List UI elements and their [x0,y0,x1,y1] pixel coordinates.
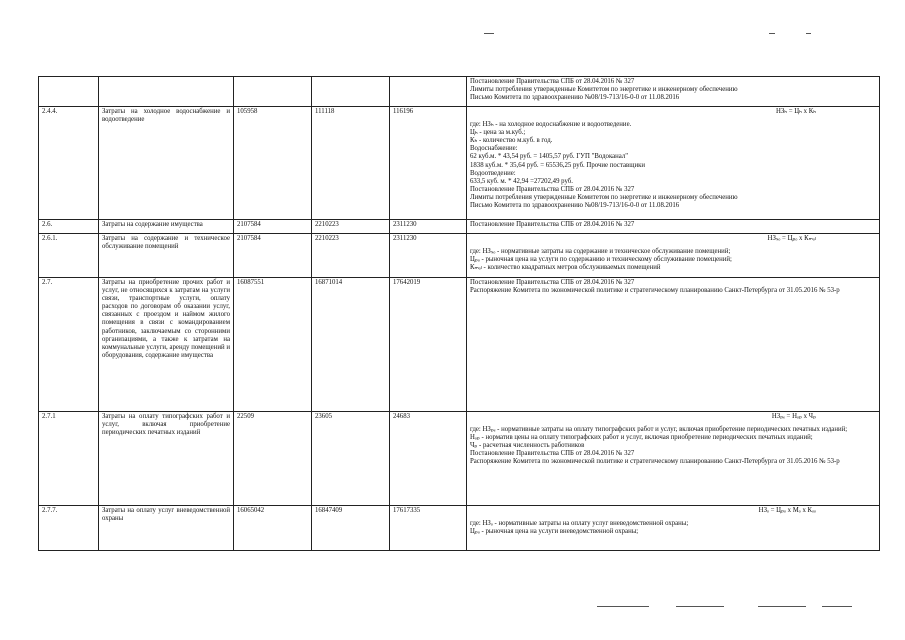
value-year-1-text: 2107584 [237,221,261,228]
calculation-notes [467,412,880,506]
value-year-1 [234,77,312,107]
value-year-3-text: 116196 [393,108,414,115]
row-number-text: 2.7.1 [42,413,56,420]
row-number-text: 2.4.4. [42,108,58,115]
calculation-notes [467,77,880,107]
row-number [39,278,99,412]
note-line: Цₚₒ - рыночная цена на услуги вневедомственной охраны; [470,528,639,536]
note-line: Водоснабжение: [470,145,518,153]
value-year-2 [312,506,390,551]
note-line: Постановление Правительства СПБ от 28.04.2016 № 327 [470,78,635,85]
value-year-2-text: 2210223 [315,235,339,242]
scan-mark-bottom-1 [597,606,649,607]
value-year-2 [312,234,390,278]
cost-item-name-text: Затраты на оплату услуг вневедомственной охраны [102,507,230,523]
row-number [39,220,99,234]
table-row [39,220,880,234]
row-number [39,412,99,506]
value-year-1 [234,107,312,220]
note-line: Письмо Комитета по здравоохранению №08/19-713/16-0-0 от 11.08.2016 [470,94,680,102]
scan-mark-top-3 [806,33,811,34]
value-year-3-text: 24683 [393,413,410,420]
note-line: Лимиты потребления утвержденные Комитетом по энергетике и инженерному обеспечению [470,86,738,94]
note-line: Постановление Правительства СПБ от 28.04.2016 № 327 [470,450,635,458]
value-year-3 [390,278,467,412]
note-line: 633,5 куб. м. * 42,94 =27202,49 руб. [470,177,573,185]
note-line: где: НЗₚₑ - нормативные затраты на оплату типографских работ и услуг, включая приобретение периодических печатных изданий; [470,426,848,434]
cost-item-name-text: Затраты на содержание и техническое обслуживание помещений [102,235,230,251]
note-line: Распоряжение Комитета по экономической политике и стратегическому планированию Санкт-Петербурга от 31.05.2016 № 53-р [470,287,840,295]
value-year-3-text: 2311230 [393,221,417,228]
value-year-3 [390,234,467,278]
cost-item-name [99,77,234,107]
value-year-1 [234,234,312,278]
calculation-notes [467,506,880,551]
value-year-2-text: 16871014 [315,279,343,286]
value-year-1-text: 2107584 [237,235,261,242]
note-line: Цₕ - цена за м.куб.; [470,129,526,137]
note-line: Цₚₒ - рыночная цена на услуги по содержанию и техническому обслуживание помещений; [470,256,732,264]
row-number [39,107,99,220]
note-line: Водоотведение: [470,169,516,177]
scan-mark-top-1 [484,33,494,34]
scan-mark-bottom-3 [758,606,806,607]
scan-mark-bottom-2 [676,606,724,607]
value-year-3 [390,412,467,506]
note-line: Постановление Правительства СПБ от 28.04.2016 № 327 [470,185,635,193]
note-line: Нₒₚ - норматив цены на оплату типографских работ и услуг, включая приобретение периодических печатных изданий; [470,434,813,442]
note-line: 62 куб.м. * 43,54 руб. = 1405,57 руб. ГУП "Водоканал" [470,153,629,161]
value-year-2 [312,220,390,234]
table-row [39,412,880,506]
value-year-1 [234,278,312,412]
calculation-notes [467,278,880,412]
table-row [39,234,880,278]
value-year-1-text: 16065042 [237,507,265,514]
value-year-1-text: 105958 [237,108,258,115]
row-number [39,77,99,107]
row-number-text: 2.6.1. [42,235,58,242]
value-year-1 [234,412,312,506]
row-number-text: 2.7. [42,279,53,286]
cost-item-name-text: Затраты на приобретение прочих работ и услуг, не относящихся к затратам на услуги связи, транспортные услуги, оплату расходов по договорам об оказании услуг, связанных с проездом и наймом жилого помещения в связи с командированием работников, заключаемым со сторонними организациями, а также к затратам на коммунальные услуги, аренду помещений и оборудования, содержание имущества [102,279,230,359]
value-year-3 [390,506,467,551]
row-number-text: 2.6. [42,221,53,228]
value-year-1 [234,506,312,551]
value-year-3 [390,77,467,107]
formula: НЗₕ = Цₕ х Кₕ [775,108,816,115]
cost-item-name [99,412,234,506]
row-number [39,506,99,551]
note-line: Кₘₒₗ - количество квадратных метров обслуживаемых помещений [470,264,661,272]
value-year-3 [390,107,467,220]
formula: НЗₚₑ = Нₒₚ х Чₚ [771,413,816,420]
note-line: где: НЗₒ - нормативные затраты на оплату услуг вневедомственной охраны; [470,520,689,528]
cost-item-name [99,220,234,234]
table-row [39,278,880,412]
note-line: Постановление Правительства СПБ от 28.04.2016 № 327 [470,279,635,286]
row-number-text: 2.7.7. [42,507,58,514]
cost-item-name-text: Затраты на содержание имущества [102,221,203,228]
value-year-1-text: 16087551 [237,279,265,286]
note-line: Письмо Комитета по здравоохранению №08/19-713/16-0-0 от 11.08.2016 [470,202,680,210]
cost-item-name-text: Затраты на холодное водоснабжение и водоотведение [102,108,230,124]
note-line: Распоряжение Комитета по экономической политике и стратегическому планированию Санкт-Петербурга от 31.05.2016 № 53-р [470,458,840,466]
value-year-3-text: 17617335 [393,507,421,514]
table-row [39,77,880,107]
note-line: где: НЗₛₒ - нормативные затраты на содержание и техническое обслуживание помещений; [470,248,731,256]
note-line: Кₕ - количество м.куб. в год. [470,137,553,145]
cost-item-name [99,107,234,220]
cost-item-name-text: Затраты на оплату типографских работ и услуг, включая приобретение периодических печатных изданий [102,413,230,437]
note-line: Постановление Правительства СПБ от 28.04.2016 № 327 [470,221,635,228]
cost-norms-table [38,76,880,551]
table-row [39,506,880,551]
value-year-3-text: 2311230 [393,235,417,242]
document-page [38,76,880,551]
calculation-notes [467,107,880,220]
scan-mark-top-2 [769,33,775,34]
value-year-1 [234,220,312,234]
cost-item-name [99,278,234,412]
scan-mark-bottom-4 [822,606,852,607]
value-year-2-text: 2210223 [315,221,339,228]
value-year-1-text: 22509 [237,413,254,420]
note-line: Лимиты потребления утвержденные Комитетом по энергетике и инженерному обеспечению [470,193,738,201]
note-line: Чₚ - расчетная численность работников [470,442,585,450]
value-year-2 [312,77,390,107]
value-year-2 [312,107,390,220]
value-year-2 [312,278,390,412]
formula: НЗₒ = Цₚₒ х Мₒ х Кₒₒ [758,507,816,514]
value-year-2-text: 23605 [315,413,332,420]
cost-item-name [99,234,234,278]
row-number [39,234,99,278]
value-year-2-text: 111118 [315,108,335,115]
value-year-3-text: 17642019 [393,279,421,286]
value-year-3 [390,220,467,234]
value-year-2 [312,412,390,506]
formula: НЗₛₒ = Цₚₒ х Кₘₒₗ [767,235,816,242]
cost-item-name [99,506,234,551]
calculation-notes [467,234,880,278]
table-row [39,107,880,220]
calculation-notes [467,220,880,234]
note-line: 1838 куб.м. * 35,64 руб. = 65536,25 руб. Прочие поставщики [470,161,646,169]
note-line: где: НЗₕ - на холодное водоснабжение и водоотведение. [470,121,632,129]
value-year-2-text: 16847409 [315,507,343,514]
